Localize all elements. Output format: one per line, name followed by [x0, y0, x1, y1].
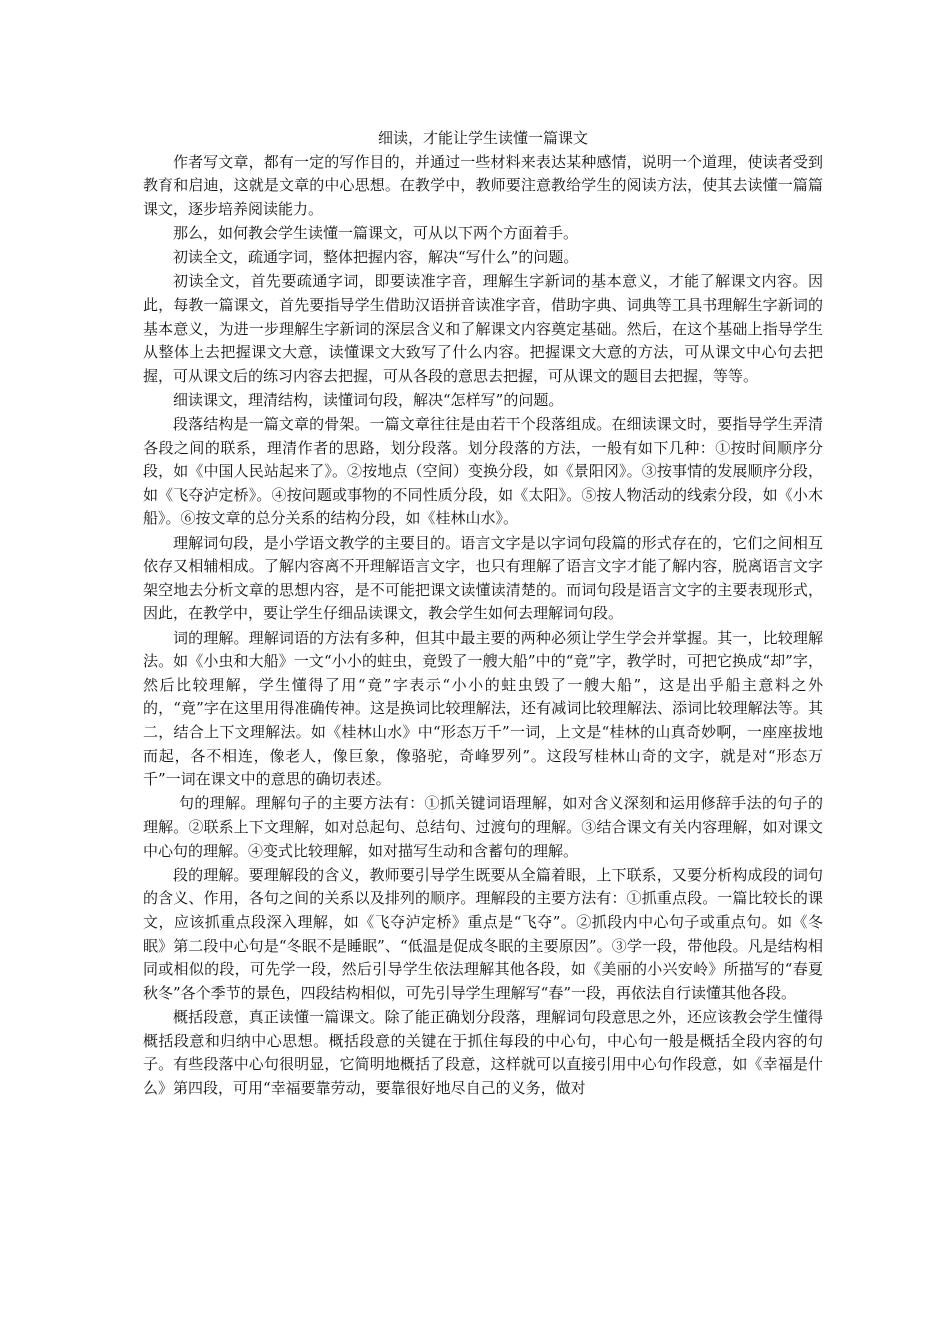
paragraph-section-understanding: 段的理解。要理解段的含义，教师要引导学生既要从全篇着眼，上下联系，又要分析构成段的词句的含义、作用，各句之间的关系以及排列的顺序。理解段的主要方法有：①抓重点段。一篇比较长的课文，应该抓重点段深入理解，如《飞夺泸定桥》重点是“飞夺”。②抓段内中心句子或重点句。如《冬眠》第二段中心句是“冬眠不是睡眠”、“低温是促成冬眠的主要原因”。③学一段，带他段。凡是结构相同或相似的段，可先学一段，然后引导学生依法理解其他各段，如《美丽的小兴安岭》所描写的“春夏秋冬”各个季节的景色，四段结构相似，可先引导学生理解写“春”一段，再依法自行读懂其他各段。 [143, 865, 823, 1002]
paragraph-sentence-understanding: 句的理解。理解句子的主要方法有：①抓关键词语理解，如对含义深刻和运用修辞手法的句子的理解。②联系上下文理解，如对总起句、总结句、过渡句的理解。③结合课文有关内容理解，如对课文中心句的理解。④变式比较理解，如对描写生动和含蓄句的理解。 [143, 794, 823, 860]
paragraph-heading-close-reading: 细读课文，理清结构，读懂词句段，解决“怎样写”的问题。 [173, 390, 564, 409]
paragraph-words-sentences: 理解词句段，是小学语文教学的主要目的。语言文字是以字词句段篇的形式存在的，它们之间相互依存又相辅相成。了解内容离不开理解语言文字，也只有理解了语言文字才能了解内容，脱离语言文字架空地去分析文章的思想内容，是不可能把课文读懂读清楚的。而词句段是语言文字的主要表现形式，因此，在教学中，要让学生仔细品读课文，教会学生如何去理解词句段。 [143, 533, 823, 623]
paragraph-structure: 段落结构是一篇文章的骨架。一篇文章往往是由若干个段落组成。在细读课文时，要指导学生弄清各段之间的联系，理清作者的思路，划分段落。划分段落的方法，一般有如下几种：①按时间顺序分段，如《中国人民站起来了》。②按地点（空间）变换分段，如《景阳冈》。③按事情的发展顺序分段，如《飞夺泸定桥》。④按问题或事物的不同性质分段，如《太阳》。⑤按人物活动的线索分段，如《小木船》。⑥按文章的总分关系的结构分段，如《桂林山水》。 [143, 415, 823, 528]
document-title: 细读，才能让学生读懂一篇课文 [377, 129, 588, 147]
paragraph-word-understanding: 词的理解。理解词语的方法有多种，但其中最主要的两种必须让学生学会并掌握。其一，比较理解法。如《小虫和大船》一文“小小的蛀虫，竟毁了一艘大船”中的“竟”字，教学时，可把它换成“却”字，然后比较理解，学生懂得了用“竟”字表示“小小的蛀虫毁了一艘大船”，这是出乎船主意料之外的，“竟”字在这里用得准确传神。这是换词比较理解法，还有减词比较理解法、添词比较理解法等。其二，结合上下文理解法。如《桂林山水》中“形态万千”一词，上文是“桂林的山真奇妙啊，一座座拔地而起，各不相连，像老人，像巨象，像骆驼，奇峰罗列”。这段写桂林山奇的文字，就是对“形态万千”一词在课文中的意思的确切表述。 [143, 628, 823, 789]
paragraph-summarize: 概括段意，真正读懂一篇课文。除了能正确划分段落，理解词句段意思之外，还应该教会学生懂得概括段意和归纳中心思想。概括段意的关键在于抓住每段的中心句，中心句一般是概括全段内容的句子。有些段落中心句很明显，它简明地概括了段意，这样就可以直接引用中心句作段意，如《幸福是什么》第四段，可用“幸福要靠劳动，要靠很好地尽自己的义务，做对 [143, 1007, 823, 1097]
paragraph-heading-first-reading: 初读全文，疏通字词，整体把握内容，解决“写什么”的问题。 [173, 248, 579, 267]
paragraph-first-reading: 初读全文，首先要疏通字词，即要读准字音，理解生字新词的基本意义，才能了解课文内容。因此，每教一篇课文，首先要指导学生借助汉语拼音读准字音，借助字典、词典等工具书理解生字新词的基本意义，为进一步理解生字新词的深层含义和了解课文内容奠定基础。然后，在这个基础上指导学生从整体上去把握课文大意，读懂课文大致写了什么内容。把握课文大意的方法，可从课文中心句去把握，可从课文后的练习内容去把握，可从各段的意思去把握，可从课文的题目去把握，等等。 [143, 272, 823, 385]
paragraph-transition: 那么，如何教会学生读懂一篇课文，可从以下两个方面着手。 [173, 223, 579, 242]
document-body [143, 127, 823, 1101]
paragraph-intro: 作者写文章，都有一定的写作目的，并通过一些材料来表达某种感情，说明一个道理，使读者受到教育和启迪，这就是文章的中心思想。在教学中，教师要注意教给学生的阅读方法，使其去读懂一篇篇课文，逐步培养阅读能力。 [143, 152, 823, 218]
